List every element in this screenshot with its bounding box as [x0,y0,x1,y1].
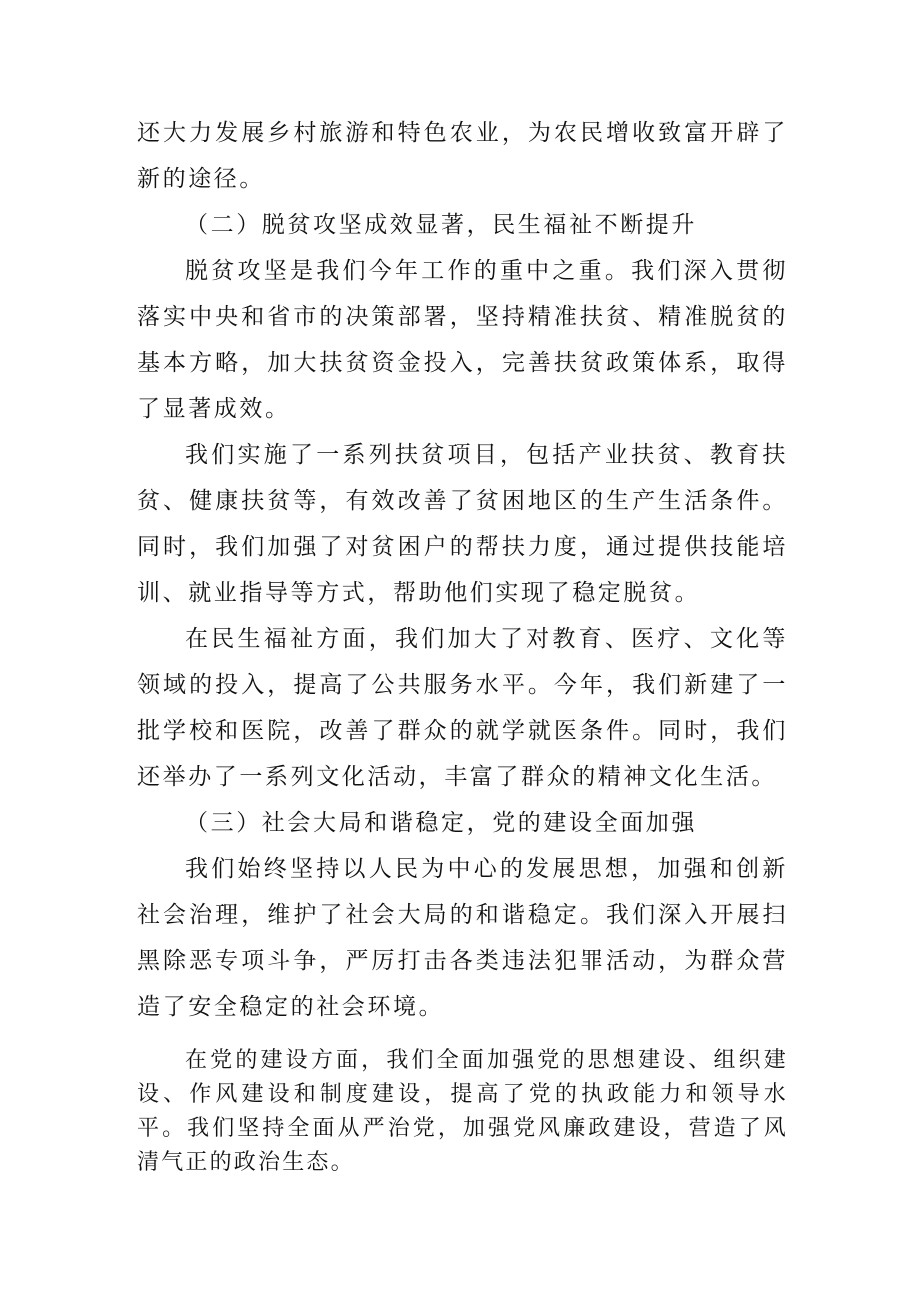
paragraph-poverty-overview: 脱贫攻坚是我们今年工作的重中之重。我们深入贯彻落实中央和省市的决策部署，坚持精准扶贫、精准脱贫的基本方略，加大扶贫资金投入，完善扶贫政策体系，取得了显著成效。 [137,258,788,422]
paragraph-continued: 还大力发展乡村旅游和特色农业，为农民增收致富开辟了新的途径。 [137,120,788,192]
section-heading-2: （二）脱贫攻坚成效显著，民生福祉不断提升 [185,212,697,238]
paragraph-poverty-projects: 我们实施了一系列扶贫项目，包括产业扶贫、教育扶贫、健康扶贫等，有效改善了贫困地区的生产生活条件。同时，我们加强了对贫困户的帮扶力度，通过提供技能培训、就业指导等方式，帮助他们实现了稳定脱贫。 [137,442,788,606]
paragraph-livelihood: 在民生福祉方面，我们加大了对教育、医疗、文化等领域的投入，提高了公共服务水平。今年，我们新建了一批学校和医院，改善了群众的就学就医条件。同时，我们还举办了一系列文化活动，丰富了群众的精神文化生活。 [137,626,788,790]
paragraph-party-building: 在党的建设方面，我们全面加强党的思想建设、组织建设、作风建设和制度建设，提高了党的执政能力和领导水平。我们坚持全面从严治党，加强党风廉政建设，营造了风清气正的政治生态。 [137,1048,788,1175]
section-heading-3: （三）社会大局和谐稳定，党的建设全面加强 [185,810,697,836]
paragraph-social-stability: 我们始终坚持以人民为中心的发展思想，加强和创新社会治理，维护了社会大局的和谐稳定。我们深入开展扫黑除恶专项斗争，严厉打击各类违法犯罪活动，为群众营造了安全稳定的社会环境。 [137,856,788,1020]
